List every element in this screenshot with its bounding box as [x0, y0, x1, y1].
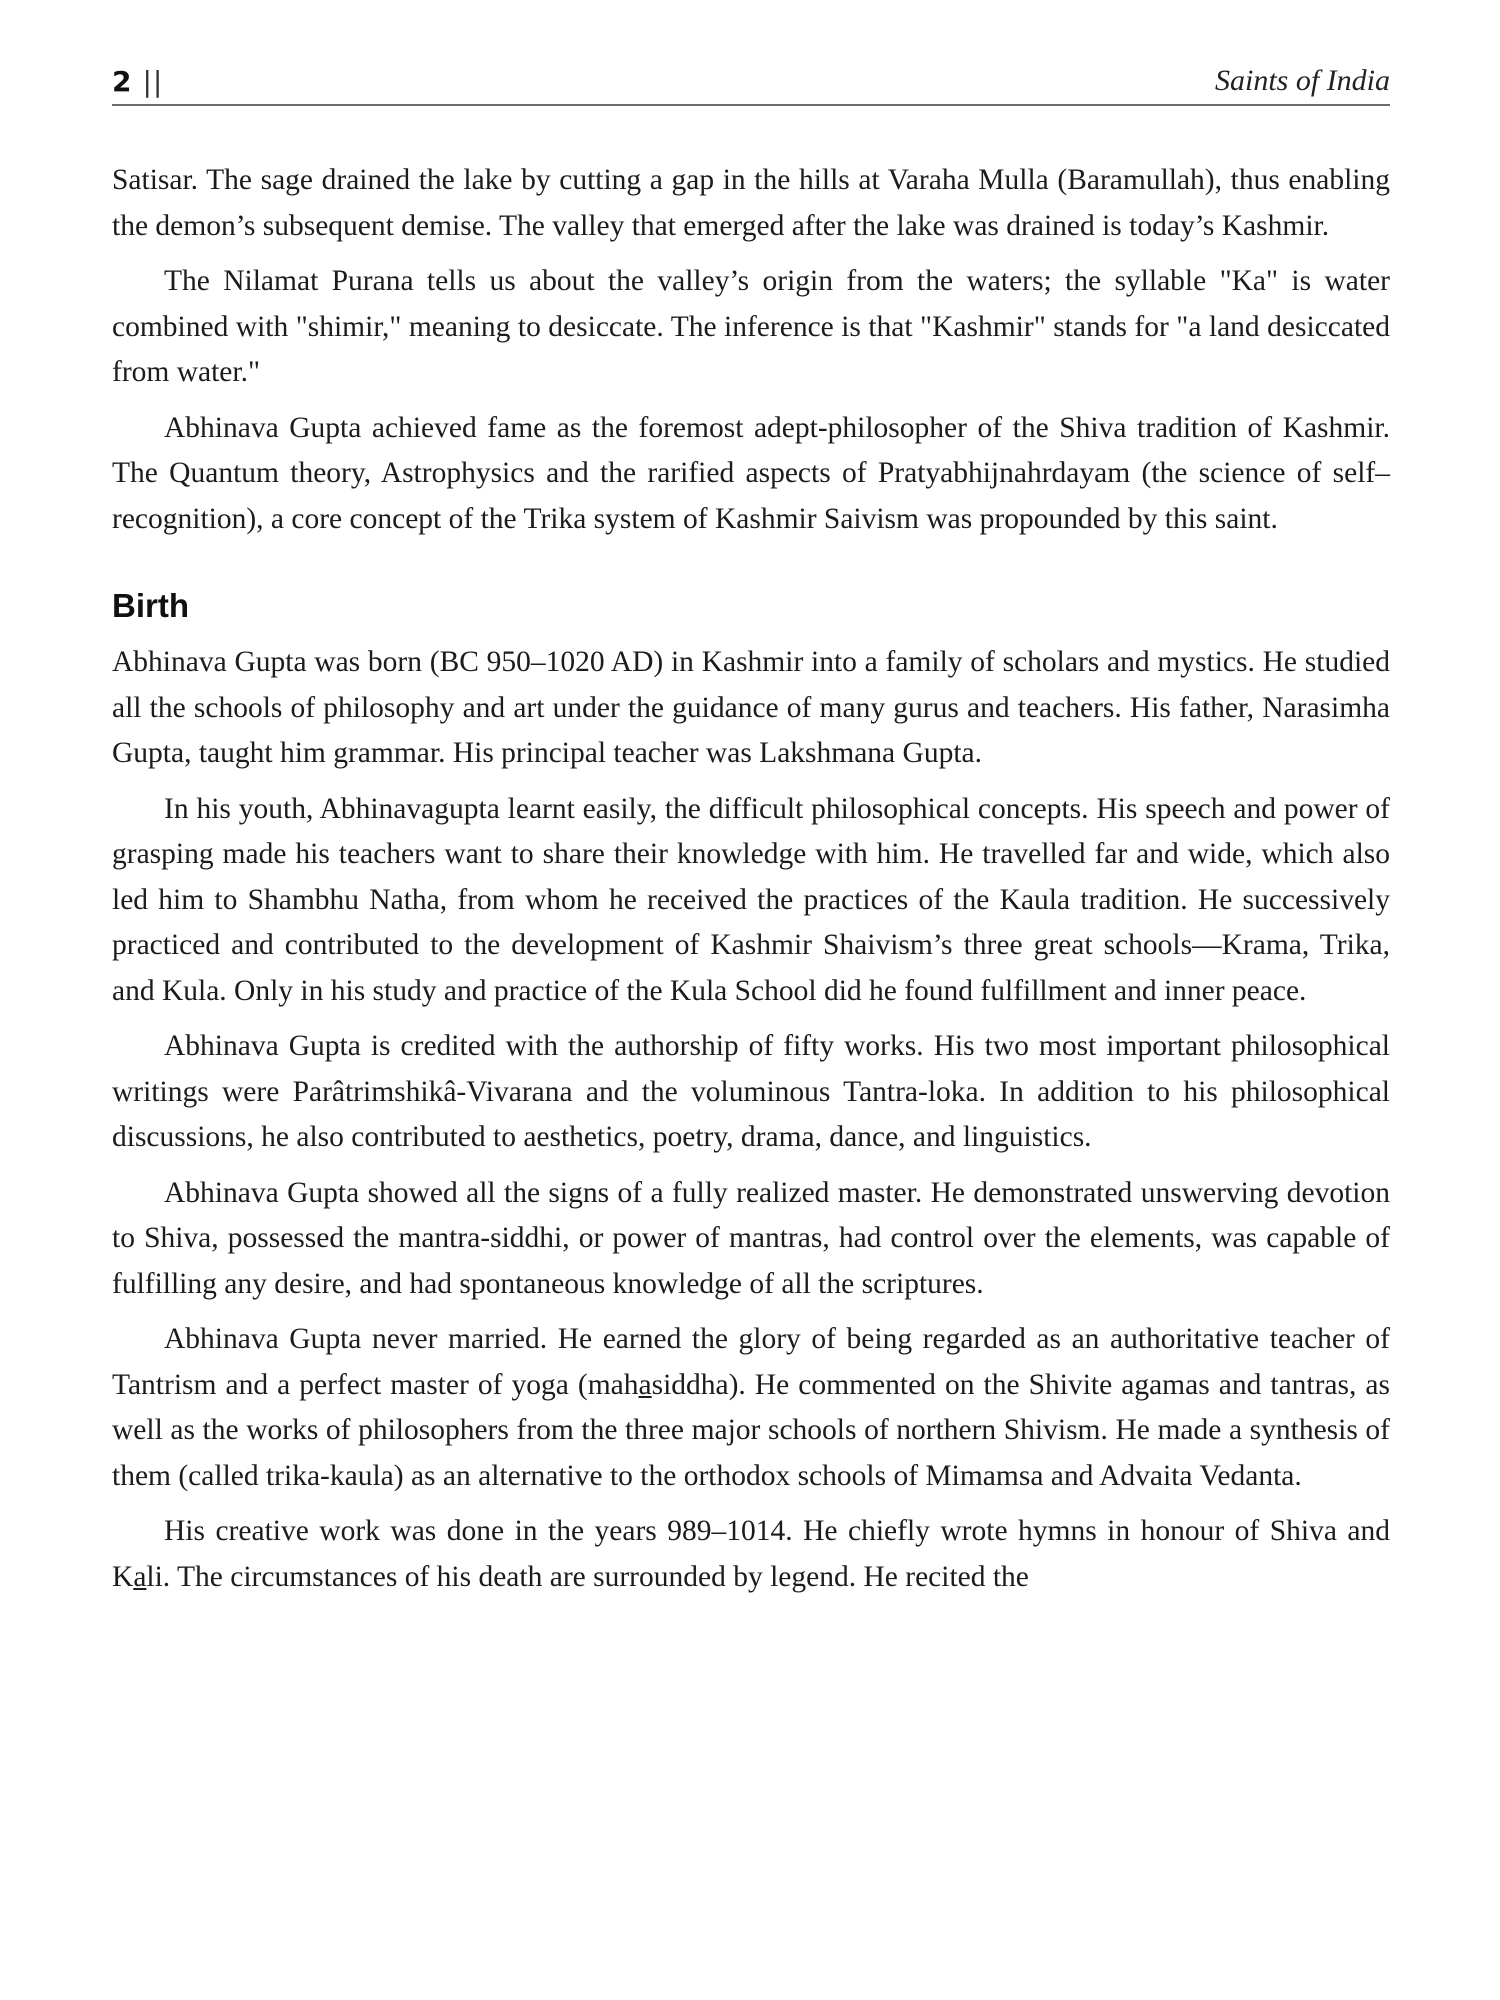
birth-paragraph-3: Abhinava Gupta is credited with the authorship of fifty works. His two most important philosophical writings were Parâtrimshikâ-Vivarana and the voluminous Tantra-loka. In addition to his philosophical discussions, he also contributed to aesthetics, poetry, drama, dance, and linguistics. — [112, 1030, 1390, 1153]
intro-paragraph-1: Satisar. The sage drained the lake by cutting a gap in the hills at Varaha Mulla (Baramullah), thus enabling the demon’s subsequent demise. The valley that emerged after the lake was drained is today’s Kashmir. — [112, 164, 1390, 242]
page-number-separator: || — [142, 65, 164, 98]
intro-paragraph-2: The Nilamat Purana tells us about the valley’s origin from the waters; the syllable "Ka" is water combined with "shimir," meaning to desiccate. The inference is that "Kashmir" stands for "a land desiccated from water." — [112, 265, 1390, 388]
birth-paragraph-2: In his youth, Abhinavagupta learnt easily, the difficult philosophical concepts. His speech and power of grasping made his teachers want to share their knowledge with him. He travelled far and wide, which also led him to Shambhu Natha, from whom he received the practices of the Kaula tradition. He successively practiced and contributed to the development of Kashmir Shaivism’s three great schools—Krama, Trika, and Kula. Only in his study and practice of the Kula School did he found fulfillment and inner peace. — [112, 792, 1390, 1007]
text-span: Abhinava Gupta never married. He earned the glory of being regarded as an authoritative teacher of Tantrism and a perfect master of yoga (mah — [112, 1323, 1390, 1401]
body-text — [112, 158, 1390, 1610]
text-span: li. The circumstances of his death are surrounded by legend. He recited the — [146, 1560, 1029, 1593]
text-span: His creative work was done in the years 989–1014. He chiefly wrote hymns in honour of Shiva and K — [112, 1515, 1390, 1593]
birth-paragraph-4: Abhinava Gupta showed all the signs of a fully realized master. He demonstrated unswerving devotion to Shiva, possessed the mantra-siddhi, or power of mantras, had control over the elements, was capable of fulfilling any desire, and had spontaneous knowledge of all the scriptures. — [112, 1176, 1390, 1300]
section-heading-birth: Birth — [112, 587, 189, 624]
underlined-letter: a — [133, 1560, 147, 1593]
intro-paragraph-3: Abhinava Gupta achieved fame as the foremost adept-philosopher of the Shiva tradition of Kashmir. The Quantum theory, Astrophysics and the rarified aspects of Pratyabhijnahrdayam (the science of self–recognition), a core concept of the Trika system of Kashmir Saivism was propounded by this saint. — [112, 411, 1390, 535]
birth-paragraph-5 — [112, 1317, 1390, 1499]
birth-paragraph-6 — [112, 1509, 1390, 1600]
page-number-value: 2 — [112, 65, 133, 98]
page-number — [112, 65, 163, 98]
running-header — [112, 50, 1390, 106]
birth-paragraph-1: Abhinava Gupta was born (BC 950–1020 AD) in Kashmir into a family of scholars and mystics. He studied all the schools of philosophy and art under the guidance of many gurus and teachers. His father, Narasimha Gupta, taught him grammar. His principal teacher was Lakshmana Gupta. — [112, 646, 1390, 769]
underlined-letter: a — [638, 1368, 652, 1401]
text-span: siddha). He commented on the Shivite agamas and tantras, as well as the works of philosophers from the three major schools of northern Shivism. He made a synthesis of them (called trika-kaula) as an alternative to the orthodox schools of Mimamsa and Advaita Vedanta. — [112, 1368, 1391, 1492]
running-title: Saints of India — [1214, 64, 1390, 97]
